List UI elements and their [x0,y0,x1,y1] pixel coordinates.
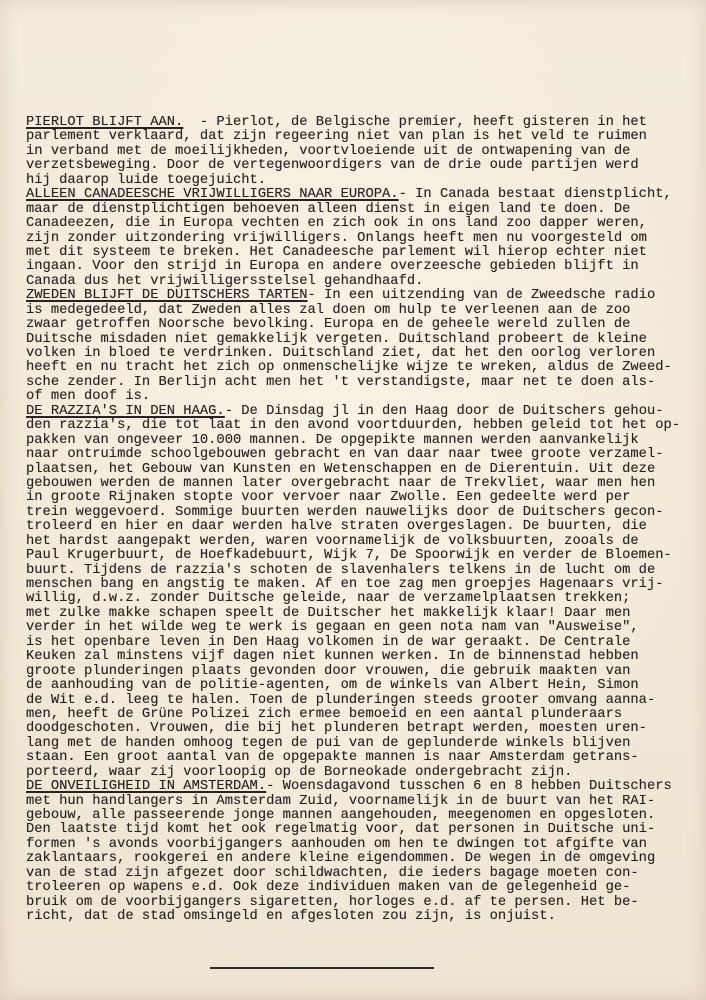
article-line: men, heeft de Grüne Polizei zich ermee bemoeid en een aantal plunderaars [26,706,623,722]
article-line: van de stad zijn afgezet door schildwachten, die ieders bagage moeten con- [26,865,639,881]
article-line: ingaan. Voor den strijd in Europa en andere overzeesche gebieden blijft in [26,259,639,275]
article-first-line [26,780,696,794]
article-line: verder in het wilde weg te werk is gegaan en geen nota nam van "Ausweise", [26,620,639,636]
article-line: gebouwen werden de mannen later overgebracht naar de Trekvliet, waar men hen [26,475,656,491]
article-line: bruik om de voorbijgangers sigaretten, horloges e.d. af te persen. Het be- [26,894,639,910]
article-line: den razzia's, die tot laat in den avond voortduurden, hebben geleid tot het op- [26,418,681,434]
article [26,188,696,289]
closing-rule [210,967,434,969]
article-line: doodgeschoten. Vrouwen, die bij het plunderen betrapt werden, moesten uren- [26,721,647,737]
article-lead-text: - Woensdagavond tusschen 6 en 8 hebben Duitschers [266,779,672,795]
article [26,289,696,405]
article-line: lang met de handen omhoog tegen de pui van de geplunderde winkels blijven [26,735,631,751]
article-line: menschen bang en angstig te maken. Af en toe zag men groepjes Hagenaars vrij- [26,577,664,592]
article-line: groote plunderingen plaats gevonden door vrouwen, die gebruik maakten van [26,663,631,679]
article-line: pakken van ongeveer 10.000 mannen. De opgepikte mannen werden aanvankelijk [26,432,639,448]
article-line: gebouw, alle passeerende jonge mannen aangehouden, meegenomen en opgesloten. [26,808,656,823]
article-line: in verband met de moeilijkheden, voortvloeiende uit de ontwapening van de [26,143,631,159]
article-line: Paul Krugerbuurt, de Hoefkadebuurt, Wijk 7, De Spoorwijk en verder de Bloemen- [26,548,672,564]
article-line: Canada dus het vrijwilligersstelsel gehandhaafd. [26,273,424,289]
article-line: maar de dienstplichtigen behoeven alleen dienst in eigen land te doen. De [26,201,631,217]
article-headline: ALLEEN CANADEESCHE VRIJWILLIGERS NAAR EUROPA. [26,187,399,203]
article-line: trein weggevoerd. Sommige buurten werden nauwelijks door de Duitschers gecon- [26,504,664,520]
article-line: het hardst aangepakt werden, waren voornamelijk de volksbuurten, zooals de [26,533,639,549]
article-line: verzetsbeweging. Door de vertegenwoordigers van de drie oude partijen werd [26,158,639,174]
article-line: staan. Een groot aantal van de opgepakte mannen is naar Amsterdam getrans- [26,750,639,766]
article-line: volken in bloed te verdrinken. Duitschland ziet, dat het den oorlog verloren [26,346,656,361]
article-lead-text: - In een uitzending van de Zweedsche radio [307,288,656,304]
article-line: troleerd en hier en daar werden halve straten overgeslagen. De buurten, die [26,519,647,535]
article-line: formen 's avonds voorbijgangers aanhouden om hen te dwingen tot afgifte van [26,836,647,852]
article-line: porteerd, waar zij voorloopig op de Borneokade ondergebracht zijn. [26,764,573,780]
news-bulletin-text [26,116,696,925]
article-line: zaklantaars, rookgerei en andere kleine eigendommen. De wegen in de omgeving [26,851,656,867]
article-lead-text: - Pierlot, de Belgische premier, heeft gisteren in het [183,115,647,130]
article-line: in groote Rijnaken stopte voor vervoer naar Zwolle. Een gedeelte werd per [26,490,631,506]
article-lead-text: - De Dinsdag jl in den Haag door de Duitschers gehou- [224,403,664,419]
article-line: sche zender. In Berlijn acht men het 't verstandigste, maar net te doen als- [26,374,656,390]
article-line: met zulke makke schapen speelt de Duitscher het makkelijk klaar! Daar men [26,605,631,621]
article-line: zwaar getroffen Noorsche bevolking. Europa en de geheele wereld zullen de [26,317,631,333]
article-line: naar ontruimde schoolgebouwen gebracht en van daar naar twee groote verzamel- [26,447,664,463]
article-line: Den laatste tijd komt het ook regelmatig voor, dat personen in Duitsche uni- [26,822,656,838]
article-line: troleeren op wapens e.d. Ook deze individuen maken van de gelegenheid ge- [26,880,631,896]
article-line: zijn zonder uitzondering vrijwilligers. Onlangs heeft men nu voorgesteld om [26,230,647,246]
article [26,116,696,188]
article-line: Canadeezen, die in Europa vechten en zich ook in ons land zoo dapper weren, [26,216,647,232]
article-line: hij daarop luide toegejuicht. [26,172,267,188]
article-first-line [26,188,696,202]
article-line: de aanhouding van de politie-agenten, om de winkels van Albert Hein, Simon [26,678,639,694]
article-headline: DE ONVEILIGHEID IN AMSTERDAM. [26,779,267,795]
article-line: is het openbare leven in Den Haag volkomen in de war geraakt. De Centrale [26,634,631,650]
article-line: buurt. Tijdens de razzia's schoten de slavenhalers telkens in de lucht om de [26,562,656,578]
article-line: heeft en nu tracht het zich op onmenschelijke wijze te wreken, aldus de Zweed- [26,360,672,376]
article-headline: ZWEDEN BLIJFT DE DUITSCHERS TARTEN [26,288,308,304]
article-line: Duitsche misdaden niet gemakkelijk vergeten. Duitschland probeert de kleine [26,331,647,347]
article-line: met hun handlangers in Amsterdam Zuid, voornamelijk in de buurt van het RAI- [26,793,656,809]
article-line: of men doof is. [26,389,151,405]
article-lead-text: - In Canada bestaat dienstplicht, [398,187,672,203]
article-line: plaatsen, het Gebouw van Kunsten en Wetenschappen en de Dierentuin. Uit deze [26,461,656,477]
article-line: richt, dat de stad omsingeld en afgesloten zou zijn, is onjuist. [26,909,556,925]
article-line: is medegedeeld, dat Zweden alles zal doen om hulp te verleenen aan de zoo [26,302,631,318]
article-headline: PIERLOT BLIJFT AAN. [26,115,184,130]
article-line: de Wit e.d. leeg te halen. Toen de plunderingen steeds grooter omvang aanna- [26,692,656,708]
article-line: met dit systeem te breken. Het Canadeesche parlement wil hierop echter niet [26,244,647,260]
article-line: willig, d.w.z. zonder Duitsche geleide, naar de verzamelplaatsen trekken; [26,591,631,607]
article-line: parlement verklaard, dat zijn regeering niet van plan is het veld te ruimen [26,129,647,145]
article [26,405,696,780]
article-first-line [26,289,696,303]
article-line: Keuken zal minstens vijf dagen niet kunnen werken. In de binnenstad hebben [26,649,639,665]
article [26,780,696,924]
article-headline: DE RAZZIA'S IN DEN HAAG. [26,403,225,419]
